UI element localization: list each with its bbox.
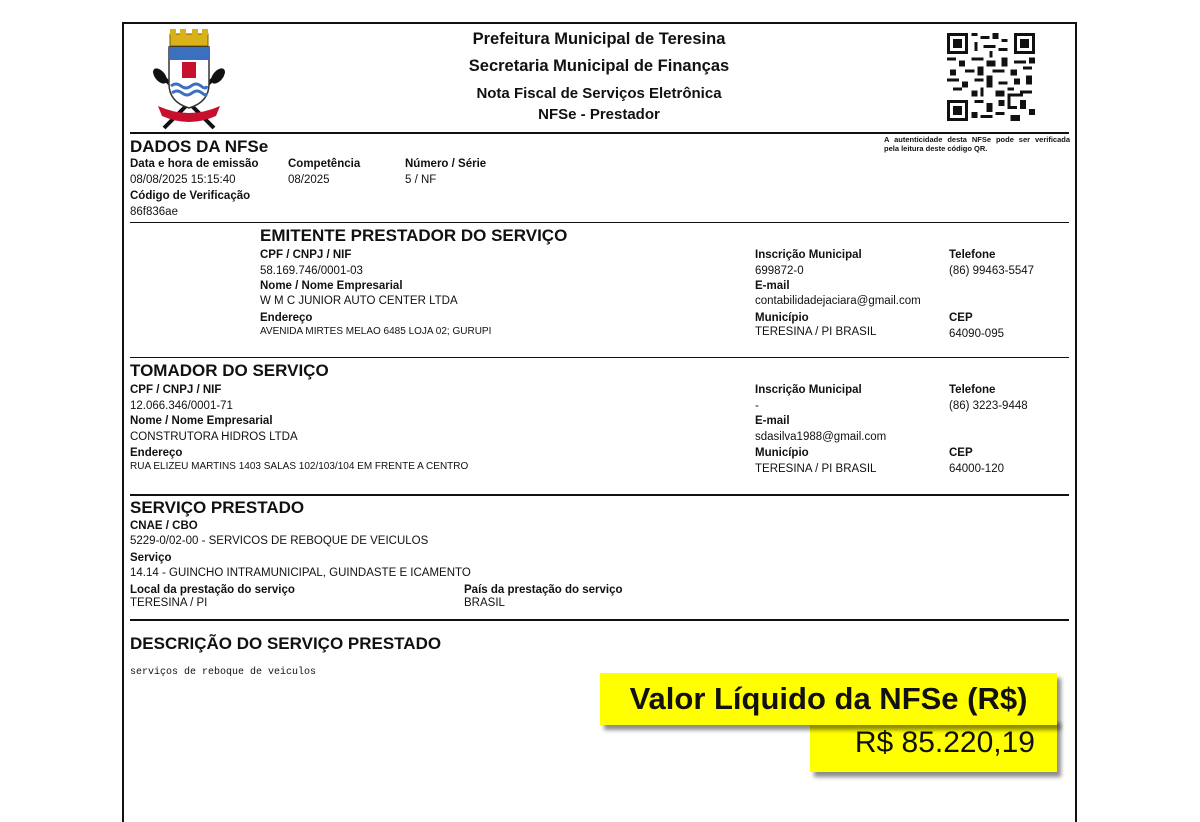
qr-authenticity-note: A autenticidade desta NFSe pode ser verificada pela leitura deste código QR.	[884, 135, 1070, 153]
emitente-section-title: EMITENTE PRESTADOR DO SERVIÇO	[260, 226, 568, 245]
emitente-endereco-label: Endereço	[260, 312, 313, 324]
tomador-cpf-value: 12.066.346/0001-71	[130, 400, 233, 412]
emitente-email-value: contabilidadejaciara@gmail.com	[755, 295, 921, 307]
codigo-label: Código de Verificação	[130, 190, 251, 202]
valor-liquido-title: Valor Líquido da NFSe (R$)	[600, 673, 1057, 725]
competencia-value: 08/2025	[288, 174, 330, 186]
emissao-value: 08/08/2025 15:15:40	[130, 174, 236, 186]
tomador-cpf-label: CPF / CNPJ / NIF	[130, 384, 222, 396]
tomador-telefone-label: Telefone	[949, 384, 996, 396]
emitente-telefone-value: (86) 99463-5547	[949, 265, 1035, 277]
descricao-text: serviços de reboque de veiculos	[130, 667, 317, 678]
document-subtitle: NFSe - Prestador	[538, 106, 660, 123]
numero-value: 5 / NF	[405, 174, 437, 186]
tomador-im-label: Inscrição Municipal	[755, 384, 862, 396]
emitente-nome-value: W M C JUNIOR AUTO CENTER LTDA	[260, 295, 458, 307]
tomador-cep-label: CEP	[949, 447, 973, 459]
valor-liquido-amount: R$ 85.220,19	[810, 718, 1057, 772]
header-divider	[130, 132, 1069, 134]
emitente-im-value: 699872-0	[755, 265, 804, 277]
cnae-label: CNAE / CBO	[130, 520, 198, 532]
tomador-endereco-label: Endereço	[130, 447, 183, 459]
servico-divider	[130, 619, 1069, 621]
tomador-municipio-label: Município	[755, 447, 809, 459]
dados-section-title: DADOS DA NFSe	[130, 137, 269, 156]
emitente-telefone-label: Telefone	[949, 249, 996, 261]
codigo-value: 86f836ae	[130, 206, 178, 218]
cnae-value: 5229-0/02-00 - SERVICOS DE REBOQUE DE VEICULOS	[130, 535, 429, 547]
tomador-email-label: E-mail	[755, 415, 790, 427]
document-type-title: Nota Fiscal de Serviços Eletrônica	[476, 85, 722, 102]
pais-value: BRASIL	[464, 597, 505, 609]
tomador-divider	[130, 494, 1069, 496]
tomador-im-value: -	[755, 400, 759, 412]
emissao-label: Data e hora de emissão	[130, 158, 259, 170]
emitente-cpf-label: CPF / CNPJ / NIF	[260, 249, 352, 261]
pais-label: País da prestação do serviço	[464, 584, 623, 596]
tomador-telefone-value: (86) 3223-9448	[949, 400, 1028, 412]
descricao-section-title: DESCRIÇÃO DO SERVIÇO PRESTADO	[130, 634, 442, 653]
emitente-nome-label: Nome / Nome Empresarial	[260, 280, 403, 292]
tomador-nome-label: Nome / Nome Empresarial	[130, 415, 273, 427]
emitente-im-label: Inscrição Municipal	[755, 249, 862, 261]
servico-section-title: SERVIÇO PRESTADO	[130, 498, 305, 517]
emitente-endereco-value: AVENIDA MIRTES MELAO 6485 LOJA 02; GURUPI	[260, 326, 492, 337]
local-value: TERESINA / PI	[130, 597, 208, 609]
secretaria-title: Secretaria Municipal de Finanças	[468, 57, 730, 75]
emitente-divider	[130, 357, 1069, 358]
numero-label: Número / Série	[405, 158, 487, 170]
dados-divider	[130, 222, 1069, 223]
prefeitura-title: Prefeitura Municipal de Teresina	[472, 30, 726, 48]
emitente-cpf-value: 58.169.746/0001-03	[260, 265, 363, 277]
tomador-municipio-value: TERESINA / PI BRASIL	[755, 463, 877, 475]
tomador-email-value: sdasilva1988@gmail.com	[755, 431, 887, 443]
tomador-cep-value: 64000-120	[949, 463, 1004, 475]
servico-label: Serviço	[130, 552, 172, 564]
servico-value: 14.14 - GUINCHO INTRAMUNICIPAL, GUINDASTE E ICAMENTO	[130, 567, 471, 579]
emitente-municipio-label: Município	[755, 312, 809, 324]
emitente-municipio-value: TERESINA / PI BRASIL	[755, 326, 877, 338]
local-label: Local da prestação do serviço	[130, 584, 295, 596]
coat-of-arms-logo	[152, 26, 226, 130]
tomador-endereco-value: RUA ELIZEU MARTINS 1403 SALAS 102/103/104 EM FRENTE A CENTRO	[130, 461, 469, 472]
competencia-label: Competência	[288, 158, 361, 170]
emitente-email-label: E-mail	[755, 280, 790, 292]
tomador-section-title: TOMADOR DO SERVIÇO	[130, 361, 329, 380]
qr-code	[947, 33, 1035, 121]
emitente-cep-value: 64090-095	[949, 328, 1004, 340]
tomador-nome-value: CONSTRUTORA HIDROS LTDA	[130, 431, 298, 443]
emitente-cep-label: CEP	[949, 312, 973, 324]
